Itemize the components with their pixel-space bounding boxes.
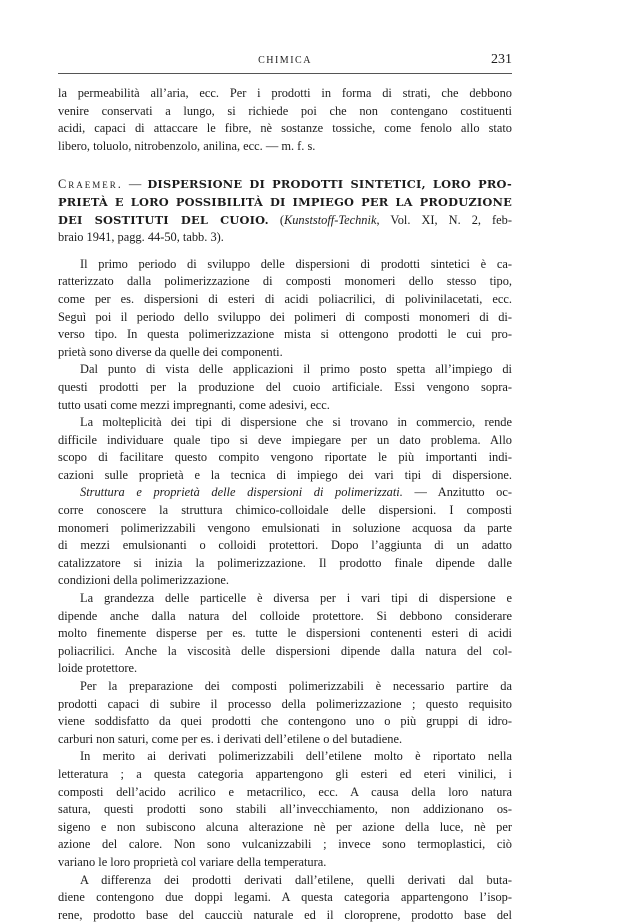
journal-name: Kunststoff-Technik	[283, 212, 377, 227]
text-line: diene contengono due doppi legami. A questa categoria appartengono l’isop-	[58, 890, 512, 905]
text-line: poliacrilici. Anche la viscosità delle dispersioni dipende dalla natura del col-	[58, 643, 512, 658]
text-line: satura, questi prodotti sono stabili all’invecchiamento, non addizionano os-	[58, 802, 512, 817]
paragraph	[58, 872, 512, 924]
paragraph	[58, 484, 512, 590]
heading-line: braio 1941, pagg. 44-50, tabb. 3).	[58, 230, 224, 245]
text-line: letteratura ; a questa categoria appartengono gli esteri ed eteri vinilici, i	[58, 766, 512, 781]
text-line: la permeabilità all’aria, ecc. Per i prodotti in forma di strati, che debbono	[58, 86, 512, 100]
text-line: Seguì poi il periodo dello sviluppo dei polimeri di composti monomeri di di-	[58, 309, 512, 324]
text-run: — Anzitutto oc-	[402, 485, 512, 500]
text-line: prodotti capaci di subire il processo della polimerizzazione ; questo requisito	[58, 696, 512, 711]
citation-open: (	[268, 212, 284, 227]
heading-line	[58, 194, 512, 212]
text-line: viene soddisfatto da quei prodotti che contengono uno o più gruppi di idro-	[58, 714, 512, 729]
article-title-part: DISPERSIONE DI PRODOTTI SINTETICI, LORO PRO-	[147, 177, 512, 192]
paragraph	[58, 361, 512, 414]
text-line: acidi, capaci di attaccare le fibre, nè sostanze tossiche, come fenolo allo stato	[58, 121, 512, 136]
spacer	[58, 155, 512, 176]
article-title-part: PRIETÀ E LORO POSSIBILITÀ DI IMPIEGO PER LA PRODUZIONE	[58, 194, 512, 209]
text-line: azione del calore. Non sono vulcanizzabili ; invece sono termoplastici, ciò	[58, 837, 512, 852]
text-line: scopo di facilitare questo compito vengono riportate le più importanti indi-	[58, 450, 512, 465]
heading-line	[58, 212, 512, 230]
page-number: 231	[491, 52, 512, 67]
intro-paragraph	[58, 85, 512, 155]
heading-line	[58, 176, 512, 194]
paragraph	[58, 414, 512, 484]
section-title: CHIMICA	[258, 55, 312, 66]
text-line: venire conservati a lungo, si richiede poi che non contengano costituenti	[58, 103, 512, 118]
text-line: variano le loro proprietà col variare della temperatura.	[58, 854, 327, 869]
author-name: Craemer.	[58, 177, 123, 192]
text-line: condizioni della polimerizzazione.	[58, 573, 229, 588]
text-line: cazioni sulle proprietà e la tecnica di impiego dei vari tipi di dispersione.	[58, 467, 512, 482]
text-line: A differenza dei prodotti derivati dall’etilene, quelli derivati dal buta-	[80, 872, 512, 887]
text-line: La molteplicità dei tipi di dispersione che si trovano in commercio, rende	[80, 415, 512, 430]
article-title-part: DEI SOSTITUTI DEL CUOIO.	[58, 212, 269, 227]
text-line: dipende anche dalla natura del colloide protettore. Si debbono considerare	[58, 608, 512, 623]
subsection-title: Struttura e proprietà delle dispersioni di polimerizzati.	[80, 485, 403, 500]
text-line: verso tipo. In questa polimerizzazione mista si ottengono prodotti le cui pro-	[58, 327, 512, 342]
text-line: di mezzi emulsionanti o colloidi protettori. Dopo l’aggiunta di un adatto	[58, 538, 512, 553]
text-line: Il primo periodo di sviluppo delle dispersioni di prodotti sintetici è ca-	[80, 256, 512, 271]
running-head	[58, 52, 512, 72]
text-line: difficile individuare quale tipo si deve impiegare per un dato problema. Allo	[58, 432, 512, 447]
text-line: Per la preparazione dei composti polimerizzabili è necessario partire da	[80, 679, 512, 693]
text-line: Dal punto di vista delle applicazioni il primo posto spetta all’impiego di	[80, 362, 512, 377]
text-line: libero, toluolo, nitrobenzolo, anilina, ecc. — m. f. s.	[58, 138, 316, 153]
text-line: sigeno e non subiscono alcuna alterazione nè per azione della luce, nè per	[58, 819, 512, 834]
text-line: composti dell’acido acrilico e metacrilico, ecc. A causa della loro natura	[58, 784, 512, 799]
text-line: carburi non saturi, come per es. i derivati dell’etilene o del butadiene.	[58, 731, 403, 746]
text-line: In merito ai derivati polimerizzabili dell’etilene molto è riportato nella	[80, 749, 512, 764]
text-line: molto finemente disperse per es. tutte le dispersioni contenenti esteri di acidi	[58, 626, 512, 641]
paragraph	[58, 748, 512, 871]
text-line: questi prodotti per la produzione del cuoio artificiale. Essi vengono sopra-	[58, 379, 512, 394]
heading-dash: —	[122, 177, 148, 192]
paragraph	[58, 590, 512, 678]
text-line: La grandezza delle particelle è diversa per i vari tipi di dispersione e	[80, 591, 512, 606]
text-line: corre conoscere la struttura chimico-colloidale delle dispersioni. I composti	[58, 503, 512, 518]
paragraph	[58, 256, 512, 362]
text-line: monomeri polimerizzabili vengono emulsionati in soluzione acquosa da parte	[58, 520, 512, 535]
spacer	[58, 247, 512, 256]
text-line: come per es. dispersioni di esteri di acidi poliacrilici, di polivinilacetati, ecc.	[58, 291, 512, 306]
text-line: prietà sono diverse da quelle dei componenti.	[58, 344, 283, 359]
text-line	[58, 484, 512, 502]
body-text	[58, 85, 512, 924]
article-heading	[58, 176, 512, 246]
citation-details: , Vol. XI, N. 2, feb-	[376, 212, 512, 227]
text-line: catalizzatore si inizia la polimerizzazione. Il prodotto finale dipende dalle	[58, 555, 512, 570]
text-line: tutto usati come mezzi impregnanti, come adesivi, ecc.	[58, 397, 330, 412]
text-line: rene, prodotto base del caucciù naturale ed il cloroprene, prodotto base del	[58, 907, 512, 922]
text-line: ratterizzato dalla polimerizzazione di composti monomeri dello stesso tipo,	[58, 274, 512, 289]
text-line: loide protettore.	[58, 661, 138, 676]
paragraph	[58, 678, 512, 748]
header-rule	[58, 73, 512, 74]
